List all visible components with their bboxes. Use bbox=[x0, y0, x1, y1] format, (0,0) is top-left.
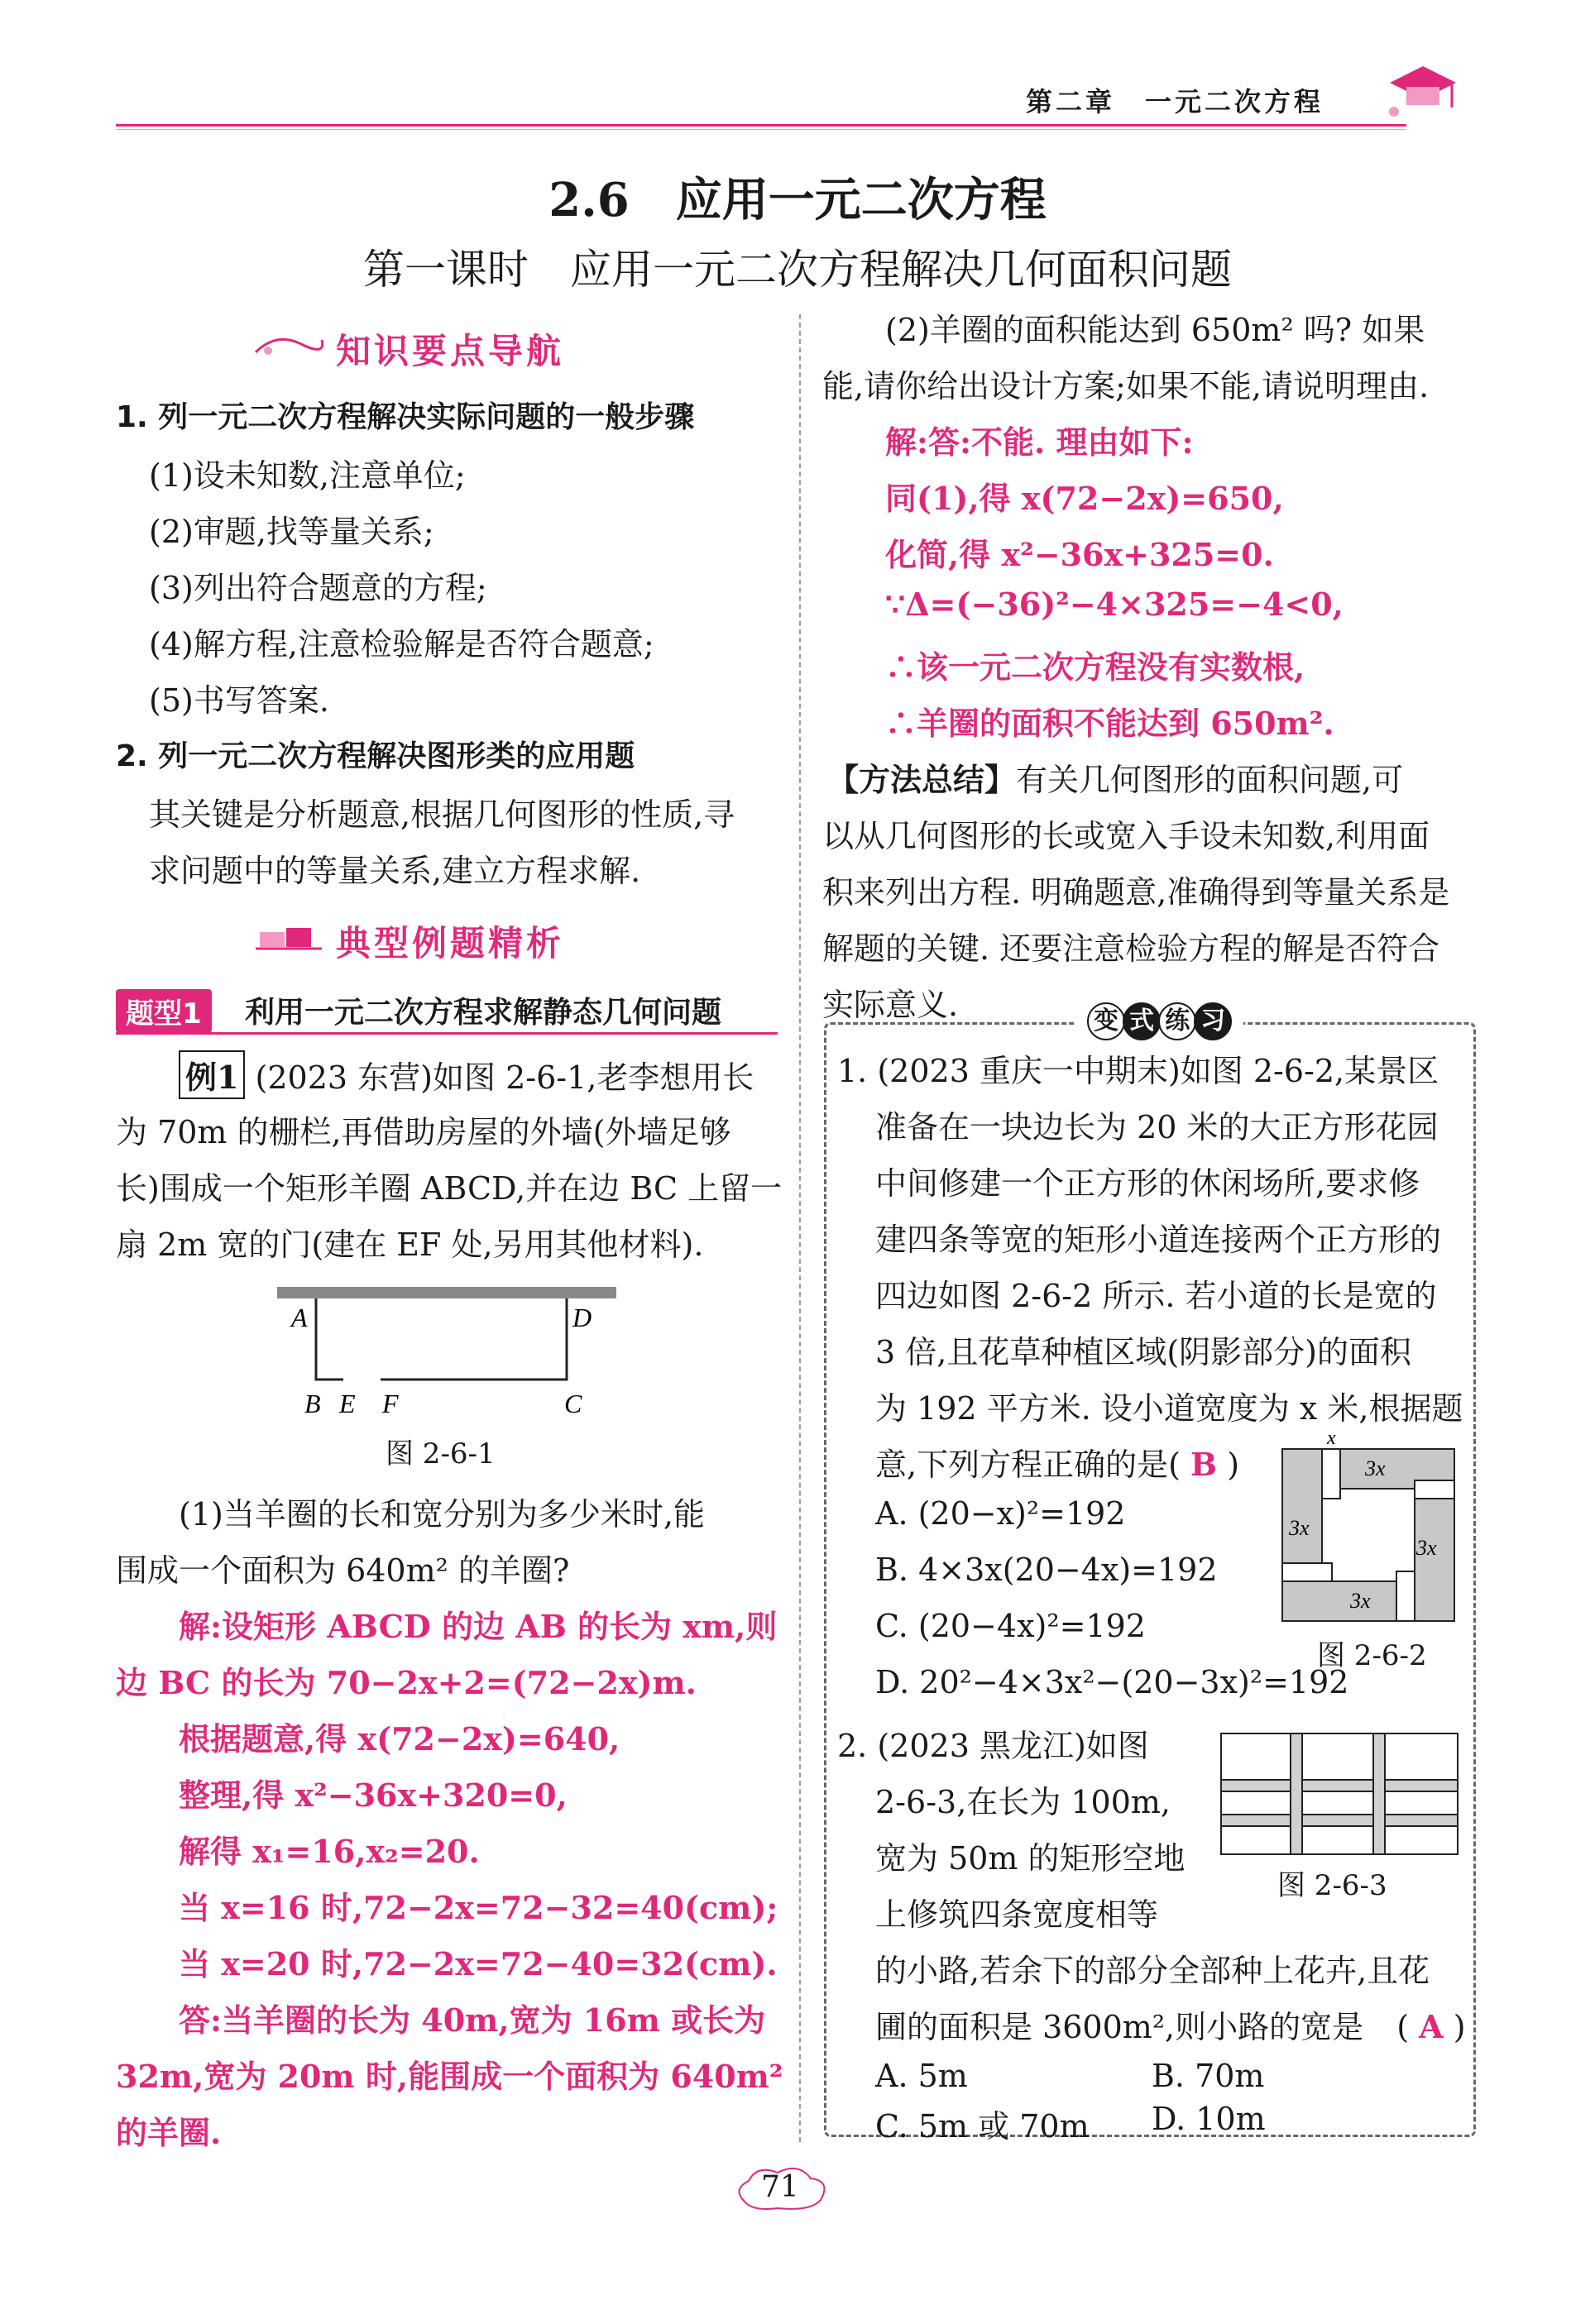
inner-square bbox=[1322, 1489, 1415, 1581]
p2-line-1: 2. (2023 黑龙江)如图 bbox=[837, 1728, 1149, 1764]
p2-option-d: D. 10m bbox=[1152, 2101, 1266, 2137]
road-horizontal bbox=[1221, 1780, 1458, 1791]
p1-line-8 bbox=[875, 1439, 1239, 1485]
a2-line-1: 解:答:不能. 理由如下: bbox=[885, 423, 1194, 461]
variant-title bbox=[1075, 1002, 1243, 1040]
road-vertical bbox=[1291, 1733, 1302, 1854]
knowledge-item2-line2: 求问题中的等量关系,建立方程求解. bbox=[149, 853, 641, 889]
a1-line-10: 的羊圈. bbox=[116, 2114, 222, 2151]
p1-option-c: C. (20−4x)²=192 bbox=[875, 1608, 1146, 1644]
p1-option-d: D. 20²−4×3x²−(20−3x)²=192 bbox=[875, 1664, 1349, 1700]
road-vertical-2 bbox=[1373, 1733, 1385, 1854]
step-5: (5)书写答案. bbox=[149, 682, 329, 719]
p1-answer: B bbox=[1190, 1446, 1218, 1483]
example-problem-4: 扇 2m 宽的门(建在 EF 处,另用其他材料). bbox=[116, 1227, 704, 1263]
p1-line-3: 中间修建一个正方形的休闲场所,要求修 bbox=[875, 1165, 1420, 1202]
header-rule-thin bbox=[116, 129, 1406, 130]
summary-line-5: 实际意义. bbox=[822, 987, 959, 1023]
path-right bbox=[1415, 1480, 1454, 1499]
p2-answer: A bbox=[1419, 2008, 1444, 2045]
p1-line-4: 建四条等宽的矩形小道连接两个正方形的 bbox=[875, 1222, 1442, 1258]
p2-line-3: 宽为 50m 的矩形空地 bbox=[875, 1840, 1185, 1877]
path-top bbox=[1322, 1449, 1340, 1499]
p1-line-1: 1. (2023 重庆一中期末)如图 2-6-2,某景区 bbox=[837, 1053, 1439, 1089]
p2-line-6 bbox=[875, 2001, 1466, 2047]
a1-line-4: 整理,得 x²−36x+320=0, bbox=[179, 1776, 568, 1814]
example-line-1 bbox=[179, 1050, 754, 1099]
knowledge-item1-title: 1. 列一元二次方程解决实际问题的一般步骤 bbox=[116, 400, 695, 434]
pen-rectangle bbox=[316, 1298, 567, 1380]
q2-line-1: (2)羊圈的面积能达到 650m² 吗? 如果 bbox=[885, 312, 1425, 348]
examples-heading: 典型例题精析 bbox=[336, 923, 565, 964]
p2-line-4: 上修筑四条宽度相等 bbox=[875, 1896, 1159, 1933]
example-label: 例1 bbox=[179, 1050, 245, 1099]
label-3x-top: 3x bbox=[1365, 1456, 1386, 1480]
type-title: 利用一元二次方程求解静态几何问题 bbox=[245, 996, 722, 1030]
variant-char-4: 习 bbox=[1194, 1002, 1232, 1040]
p2-question: 圃的面积是 3600m²,则小路的宽是 bbox=[875, 2009, 1364, 2045]
variant-char-2: 式 bbox=[1123, 1002, 1161, 1040]
p2-line-5: 的小路,若余下的部分全部种上花卉,且花 bbox=[875, 1953, 1430, 1989]
land-rect bbox=[1221, 1733, 1458, 1854]
p1-line-5: 四边如图 2-6-2 所示. 若小道的长是宽的 bbox=[875, 1278, 1437, 1314]
knowledge-heading: 知识要点导航 bbox=[336, 331, 565, 371]
label-D: D bbox=[572, 1303, 592, 1332]
summary-line-3: 积来列出方程. 明确题意,准确得到等量关系是 bbox=[822, 874, 1450, 911]
type-badge: 题型1 bbox=[116, 989, 212, 1033]
summary-label: 【方法总结】 bbox=[827, 762, 1017, 798]
a1-line-6: 当 x=16 时,72−2x=72−32=40(cm); bbox=[179, 1889, 778, 1926]
label-x: x bbox=[1327, 1432, 1336, 1449]
step-4: (4)解方程,注意检验解是否符合题意; bbox=[149, 626, 654, 662]
label-E: E bbox=[339, 1389, 356, 1418]
figure-2-6-2-caption: 图 2-6-2 bbox=[1317, 1639, 1427, 1672]
p1-question: 意,下列方程正确的是( bbox=[875, 1447, 1181, 1483]
figure-2-6-1 bbox=[273, 1280, 620, 1429]
type-rule bbox=[116, 1032, 778, 1035]
a1-line-9: 32m,宽为 20m 时,能围成一个面积为 640m² bbox=[116, 2058, 783, 2095]
a1-line-5: 解得 x₁=16,x₂=20. bbox=[179, 1833, 480, 1870]
path-bottom bbox=[1396, 1571, 1415, 1621]
lesson-title: 第一课时 应用一元二次方程解决几何面积问题 bbox=[363, 246, 1232, 294]
q1-line-1: (1)当羊圈的长和宽分别为多少米时,能 bbox=[179, 1496, 705, 1533]
a2-line-5: ∴该一元二次方程没有实数根, bbox=[885, 648, 1305, 686]
a2-line-6: ∴羊圈的面积不能达到 650m². bbox=[885, 705, 1334, 742]
label-A: A bbox=[291, 1303, 308, 1332]
example-problem-2: 为 70m 的栅栏,再借助房屋的外墙(外墙足够 bbox=[116, 1114, 731, 1150]
a2-line-3: 化简,得 x²−36x+325=0. bbox=[885, 536, 1274, 573]
road-horizontal-2 bbox=[1221, 1815, 1458, 1826]
books-decoration-icon bbox=[251, 920, 326, 953]
example-problem-3: 长)围成一个矩形羊圈 ABCD,并在边 BC 上留一 bbox=[116, 1170, 783, 1207]
chapter-header: 第二章 一元二次方程 bbox=[1026, 86, 1324, 117]
pen-decoration-icon bbox=[251, 328, 326, 361]
knowledge-item2-title: 2. 列一元二次方程解决图形类的应用题 bbox=[116, 739, 635, 773]
q2-line-2: 能,请你给出设计方案;如果不能,请说明理由. bbox=[822, 368, 1430, 404]
figure-2-6-1-caption: 图 2-6-1 bbox=[386, 1437, 496, 1470]
label-3x-right: 3x bbox=[1416, 1536, 1437, 1560]
q1-line-2: 围成一个面积为 640m² 的羊圈? bbox=[116, 1552, 570, 1589]
p2-close-paren: ) bbox=[1453, 2009, 1466, 2045]
column-divider bbox=[799, 314, 801, 2142]
p1-option-b: B. 4×3x(20−4x)=192 bbox=[875, 1552, 1218, 1588]
p1-line-2: 准备在一块边长为 20 米的大正方形花园 bbox=[875, 1109, 1439, 1145]
summary-line-2: 以从几何图形的长或宽入手设未知数,利用面 bbox=[822, 818, 1430, 854]
summary-text-1: 有关几何图形的面积问题,可 bbox=[1016, 762, 1404, 798]
p1-line-7: 为 192 平方米. 设小道宽度为 x 米,根据题 bbox=[875, 1390, 1463, 1427]
a1-line-7: 当 x=20 时,72−2x=72−40=32(cm). bbox=[179, 1945, 778, 1982]
label-B: B bbox=[304, 1389, 321, 1418]
example-problem-1: (2023 东营)如图 2-6-1,老李想用长 bbox=[255, 1059, 754, 1096]
a1-line-8: 答:当羊圈的长为 40m,宽为 16m 或长为 bbox=[179, 2001, 766, 2039]
p2-line-2: 2-6-3,在长为 100m, bbox=[875, 1784, 1171, 1820]
p1-option-a: A. (20−x)²=192 bbox=[875, 1495, 1126, 1532]
label-C: C bbox=[564, 1389, 582, 1418]
label-F: F bbox=[382, 1389, 399, 1418]
figure-2-6-3 bbox=[1219, 1732, 1459, 1856]
label-3x-bottom: 3x bbox=[1350, 1589, 1371, 1613]
path-left bbox=[1282, 1563, 1332, 1581]
a1-line-1: 解:设矩形 ABCD 的边 AB 的长为 xm,则 bbox=[179, 1608, 778, 1645]
p2-option-c: C. 5m 或 70m bbox=[875, 2108, 1090, 2145]
wall bbox=[277, 1287, 616, 1298]
a2-line-4: ∵Δ=(−36)²−4×325=−4<0, bbox=[885, 586, 1344, 623]
label-3x-left: 3x bbox=[1289, 1516, 1310, 1540]
a2-line-2: 同(1),得 x(72−2x)=650, bbox=[885, 480, 1284, 517]
figure-2-6-3-caption: 图 2-6-3 bbox=[1277, 1869, 1387, 1902]
summary-line-1 bbox=[827, 754, 1403, 800]
a1-line-3: 根据题意,得 x(72−2x)=640, bbox=[179, 1720, 620, 1757]
step-3: (3)列出符合题意的方程; bbox=[149, 570, 487, 606]
step-2: (2)审题,找等量关系; bbox=[149, 514, 434, 550]
p2-option-b: B. 70m bbox=[1152, 2058, 1265, 2094]
figure-2-6-2 bbox=[1274, 1432, 1464, 1631]
graduation-cap-icon bbox=[1373, 50, 1464, 124]
header-rule bbox=[116, 124, 1406, 127]
variant-char-1: 变 bbox=[1087, 1002, 1125, 1040]
p1-close-paren: ) bbox=[1227, 1447, 1240, 1483]
p2-open-paren: ( bbox=[1396, 2009, 1410, 2045]
variant-char-3: 练 bbox=[1158, 1002, 1196, 1040]
step-1: (1)设未知数,注意单位; bbox=[149, 457, 466, 494]
summary-line-4: 解题的关键. 还要注意检验方程的解是否符合 bbox=[822, 930, 1440, 967]
page-number: 71 bbox=[761, 2170, 799, 2204]
section-title: 2.6 应用一元二次方程 bbox=[548, 173, 1047, 227]
a1-line-2: 边 BC 的长为 70−2x+2=(72−2x)m. bbox=[116, 1664, 697, 1701]
p1-line-6: 3 倍,且花草种植区域(阴影部分)的面积 bbox=[875, 1334, 1411, 1370]
p2-option-a: A. 5m bbox=[875, 2058, 968, 2094]
knowledge-item2-line1: 其关键是分析题意,根据几何图形的性质,寻 bbox=[149, 796, 735, 833]
